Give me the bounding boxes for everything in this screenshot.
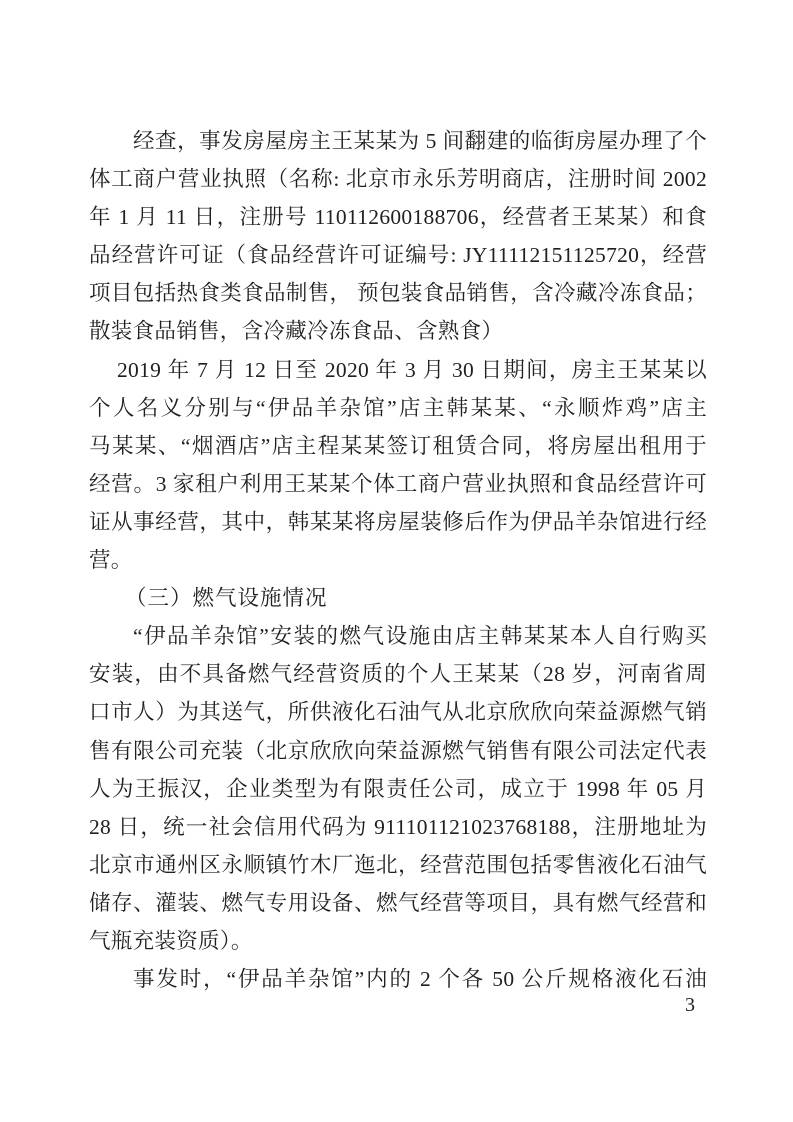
section-heading: （三）燃气设施情况: [125, 586, 328, 611]
text-line: 经营。3 家租户利用王某某个体工商户营业执照和食品经营许可: [89, 471, 707, 496]
text-line: 28 日，统一社会信用代码为 911101121023768188，注册地址为: [89, 814, 707, 839]
text-line: 北京市通州区永顺镇竹木厂迤北，经营范围包括零售液化石油气: [89, 852, 707, 877]
text-line: 证从事经营，其中，韩某某将房屋装修后作为伊品羊杂馆进行经: [89, 509, 707, 534]
text-line: 2019 年 7 月 12 日至 2020 年 3 月 30 日期间，房主王某某以: [117, 357, 707, 382]
text-line: 口市人）为其送气，所供液化石油气从北京欣欣向荣益源燃气销: [89, 700, 707, 725]
text-line: 安装，由不具备燃气经营资质的个人王某某（28 岁，河南省周: [89, 662, 707, 687]
text-line: 气瓶充装资质）。: [89, 928, 253, 953]
text-line: 体工商户营业执照（名称: 北京市永乐芳明商店，注册时间 2002: [89, 167, 707, 192]
text-line: “伊品羊杂馆”安装的燃气设施由店主韩某某本人自行购买: [133, 624, 707, 649]
page-number: 3: [685, 994, 695, 1016]
text-line: 项目包括热食类食品制售， 预包装食品销售，含冷藏冷冻食品；: [89, 281, 707, 306]
text-line: 售有限公司充装（北京欣欣向荣益源燃气销售有限公司法定代表: [89, 738, 707, 763]
text-line: 品经营许可证（食品经营许可证编号: JY11112151125720，经营: [89, 243, 707, 268]
text-line: 马某某、“烟酒店”店主程某某签订租赁合同，将房屋出租用于: [89, 433, 707, 458]
text-line: 个人名义分别与“伊品羊杂馆”店主韩某某、“永顺炸鸡”店主: [89, 395, 707, 420]
document-body: [89, 122, 707, 998]
text-line: 人为王振汉，企业类型为有限责任公司，成立于 1998 年 05 月: [89, 776, 707, 801]
text-line: 储存、灌装、燃气专用设备、燃气经营等项目，具有燃气经营和: [89, 890, 707, 915]
text-line: 事发时，“伊品羊杂馆”内的 2 个各 50 公斤规格液化石油: [133, 967, 707, 992]
text-line: 散装食品销售，含冷藏冷冻食品、含熟食）: [89, 319, 504, 344]
text-line: 经查，事发房屋房主王某某为 5 间翻建的临街房屋办理了个: [133, 129, 707, 153]
text-line: 年 1 月 11 日，注册号 110112600188706，经营者王某某）和食: [89, 205, 707, 230]
text-line: 营。: [89, 548, 133, 573]
